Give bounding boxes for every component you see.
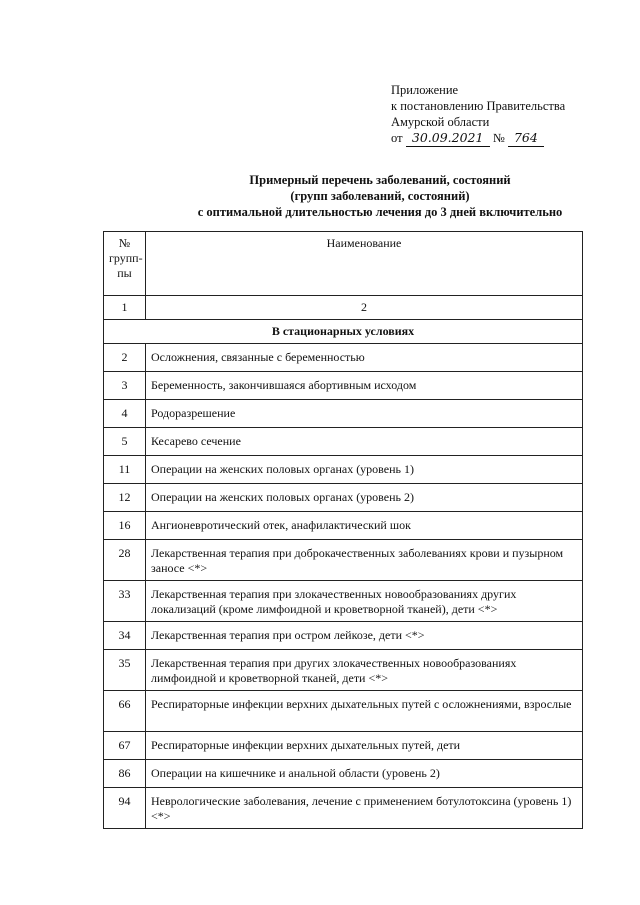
appendix-decree: к постановлению Правительства <box>391 99 566 113</box>
group-name: Неврологические заболевания, лечение с применением ботулотоксина (уровень 1) <*> <box>146 788 583 829</box>
appendix-label: Приложение <box>391 83 459 97</box>
table-row <box>104 732 583 760</box>
group-number: 3 <box>104 372 146 400</box>
group-number: 86 <box>104 760 146 788</box>
document-title <box>150 172 610 220</box>
table-row <box>104 428 583 456</box>
number-prefix: № <box>492 131 505 145</box>
handwritten-date: 30.09.2021 <box>406 130 490 147</box>
group-name: Ангионевротический отек, анафилактический шок <box>146 512 583 540</box>
appendix-region: Амурской области <box>391 115 490 129</box>
table-row <box>104 372 583 400</box>
table-row <box>104 650 583 691</box>
group-number: 34 <box>104 622 146 650</box>
group-name: Кесарево сечение <box>146 428 583 456</box>
group-number: 4 <box>104 400 146 428</box>
table-row <box>104 344 583 372</box>
group-number: 5 <box>104 428 146 456</box>
group-name: Родоразрешение <box>146 400 583 428</box>
group-name: Осложнения, связанные с беременностью <box>146 344 583 372</box>
table-row <box>104 400 583 428</box>
table-row <box>104 788 583 829</box>
group-name: Операции на кишечнике и анальной области (уровень 2) <box>146 760 583 788</box>
group-name: Респираторные инфекции верхних дыхательных путей с осложнениями, взрослые <box>146 691 583 732</box>
group-number: 28 <box>104 540 146 581</box>
table-row <box>104 512 583 540</box>
disease-group-table <box>103 231 583 829</box>
group-name: Лекарственная терапия при злокачественных новообразованиях других локализаций (кроме лимфоидной и кроветворной тканей), дети <*> <box>146 581 583 622</box>
appendix-date-line <box>391 130 565 147</box>
column-index-1: 1 <box>104 296 146 320</box>
table-row <box>104 456 583 484</box>
table-row <box>104 581 583 622</box>
group-number: 33 <box>104 581 146 622</box>
table-row <box>104 760 583 788</box>
group-name: Лекарственная терапия при других злокачественных новообразованиях лимфоидной и кроветворной тканей, дети <*> <box>146 650 583 691</box>
section-title: В стационарных условиях <box>104 320 583 344</box>
group-number: 35 <box>104 650 146 691</box>
table-row <box>104 540 583 581</box>
group-number: 94 <box>104 788 146 829</box>
table-row <box>104 691 583 732</box>
appendix-block <box>391 82 565 147</box>
group-number: 2 <box>104 344 146 372</box>
table-row <box>104 622 583 650</box>
title-line-2: (групп заболеваний, состояний) <box>290 189 470 203</box>
column-index-row <box>104 296 583 320</box>
title-line-3: с оптимальной длительностью лечения до 3 дней включительно <box>197 205 563 219</box>
group-number: 16 <box>104 512 146 540</box>
group-name: Операции на женских половых органах (уровень 1) <box>146 456 583 484</box>
date-prefix: от <box>391 131 403 145</box>
table-header-row <box>104 232 583 296</box>
group-number: 12 <box>104 484 146 512</box>
group-name: Лекарственная терапия при доброкачественных заболеваниях крови и пузырном заносе <*> <box>146 540 583 581</box>
group-name: Беременность, закончившаяся абортивным исходом <box>146 372 583 400</box>
group-number: 11 <box>104 456 146 484</box>
group-number: 66 <box>104 691 146 732</box>
group-name: Операции на женских половых органах (уровень 2) <box>146 484 583 512</box>
group-name: Лекарственная терапия при остром лейкозе, дети <*> <box>146 622 583 650</box>
header-name: Наименование <box>146 232 583 296</box>
handwritten-number: 764 <box>508 130 544 147</box>
section-row <box>104 320 583 344</box>
column-index-2: 2 <box>146 296 583 320</box>
group-number: 67 <box>104 732 146 760</box>
group-name: Респираторные инфекции верхних дыхательных путей, дети <box>146 732 583 760</box>
header-group-number: № групп-пы <box>104 232 146 296</box>
table-row <box>104 484 583 512</box>
title-line-1: Примерный перечень заболеваний, состояний <box>249 173 511 187</box>
